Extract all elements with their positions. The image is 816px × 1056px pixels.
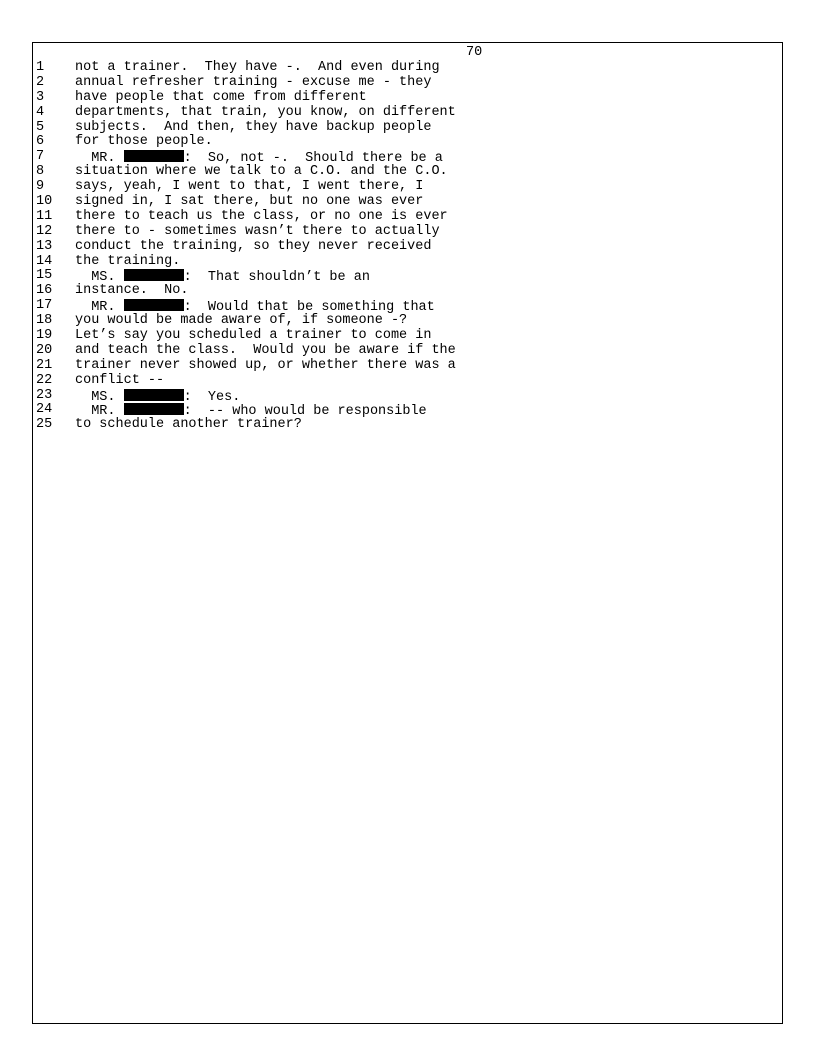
transcript-line: [36, 314, 776, 329]
transcript-line: [36, 210, 776, 225]
transcript-line: [36, 389, 776, 404]
transcript-line: [36, 255, 776, 270]
line-content: signed in, I sat there, but no one was ever: [75, 194, 424, 210]
line-content: situation where we talk to a C.O. and the C.O.: [75, 164, 448, 180]
line-number: 8: [36, 164, 45, 180]
line-text: [75, 150, 443, 165]
line-content: says, yeah, I went to that, I went there, I: [75, 179, 424, 195]
line-content: : -- who would be responsible: [183, 404, 427, 420]
line-number: 9: [36, 179, 45, 195]
transcript-line: [36, 91, 776, 106]
transcript-line: [36, 299, 776, 314]
line-text: [75, 418, 302, 433]
line-number: 23: [36, 387, 53, 403]
speaker-label: MR.: [75, 404, 124, 420]
line-text: [75, 314, 407, 329]
line-content: : Yes.: [183, 389, 241, 405]
line-text: [75, 240, 431, 255]
redaction-bar: [124, 299, 184, 311]
speaker-label: MR.: [75, 151, 124, 167]
line-number: 17: [36, 298, 53, 314]
speaker-label: MR.: [75, 300, 124, 316]
line-content: not a trainer. They have -. And even during: [75, 60, 440, 75]
line-number: 20: [36, 342, 53, 358]
line-content: to schedule another trainer?: [75, 417, 302, 433]
line-text: [75, 344, 456, 359]
redaction-bar: [124, 150, 184, 162]
line-text: [75, 76, 431, 91]
transcript-line: [36, 329, 776, 344]
speaker-label: MS.: [75, 270, 124, 286]
line-number: 3: [36, 89, 45, 105]
line-text: [75, 225, 440, 240]
redaction-bar: [124, 403, 184, 415]
transcript-line: [36, 374, 776, 389]
transcript-line: [36, 61, 776, 76]
line-text: [75, 255, 180, 270]
line-text: [75, 91, 367, 106]
line-text: [75, 299, 435, 314]
line-number: 14: [36, 253, 53, 269]
transcript-line: [36, 403, 776, 418]
line-text: [75, 121, 431, 136]
transcript-line: [36, 269, 776, 284]
line-text: [75, 135, 213, 150]
line-number: 15: [36, 268, 53, 284]
line-number: 1: [36, 60, 45, 75]
line-content: annual refresher training - excuse me - they: [75, 74, 432, 90]
page-number: 70: [466, 45, 483, 60]
line-text: [75, 61, 440, 76]
line-number: 10: [36, 194, 53, 210]
line-content: conduct the training, so they never received: [75, 238, 432, 254]
line-content: instance. No.: [75, 283, 189, 299]
line-text: [75, 403, 427, 418]
line-text: [75, 195, 423, 210]
line-number: 22: [36, 372, 53, 388]
line-content: departments, that train, you know, on different: [75, 104, 456, 120]
line-number: 18: [36, 313, 53, 329]
transcript-line: [36, 106, 776, 121]
line-number: 13: [36, 238, 53, 254]
transcript-line: [36, 150, 776, 165]
transcript-line: [36, 418, 776, 433]
transcript-line: [36, 225, 776, 240]
line-text: [75, 374, 164, 389]
line-number: 5: [36, 119, 45, 135]
transcript-line: [36, 195, 776, 210]
transcript-line: [36, 76, 776, 91]
line-text: [75, 389, 240, 404]
redaction-bar: [124, 269, 184, 281]
line-content: the training.: [75, 253, 181, 269]
line-text: [75, 284, 188, 299]
line-content: and teach the class. Would you be aware if the: [75, 342, 456, 358]
line-content: : So, not -. Should there be a: [183, 151, 443, 167]
line-text: [75, 269, 370, 284]
redaction-bar: [124, 389, 184, 401]
transcript-line: [36, 240, 776, 255]
transcript-line: [36, 284, 776, 299]
line-content: for those people.: [75, 134, 213, 150]
line-text: [75, 359, 456, 374]
line-content: subjects. And then, they have backup people: [75, 119, 432, 135]
line-number: 12: [36, 223, 53, 239]
line-number: 7: [36, 149, 45, 165]
transcript-line: [36, 165, 776, 180]
transcript-line: [36, 180, 776, 195]
line-content: Let’s say you scheduled a trainer to come in: [75, 328, 432, 344]
line-content: conflict --: [75, 372, 165, 388]
line-number: 16: [36, 283, 53, 299]
transcript-body: [36, 61, 776, 433]
line-number: 6: [36, 134, 45, 150]
transcript-line: [36, 135, 776, 150]
line-content: trainer never showed up, or whether there was a: [75, 357, 456, 373]
transcript-line: [36, 359, 776, 374]
line-number: 25: [36, 417, 53, 433]
line-number: 21: [36, 357, 53, 373]
line-number: 2: [36, 74, 45, 90]
line-content: you would be made aware of, if someone -?: [75, 313, 408, 329]
line-number: 24: [36, 402, 53, 418]
line-number: 19: [36, 328, 53, 344]
line-content: there to - sometimes wasn’t there to actually: [75, 223, 440, 239]
line-number: 4: [36, 104, 45, 120]
line-text: [75, 106, 456, 121]
line-text: [75, 329, 431, 344]
line-text: [75, 165, 448, 180]
line-text: [75, 210, 448, 225]
line-content: : That shouldn’t be an: [183, 270, 370, 286]
transcript-line: [36, 344, 776, 359]
speaker-label: MS.: [75, 389, 124, 405]
line-content: have people that come from different: [75, 89, 367, 105]
line-number: 11: [36, 208, 53, 224]
line-content: there to teach us the class, or no one is ever: [75, 208, 448, 224]
line-content: : Would that be something that: [183, 300, 435, 316]
line-text: [75, 180, 423, 195]
transcript-line: [36, 121, 776, 136]
